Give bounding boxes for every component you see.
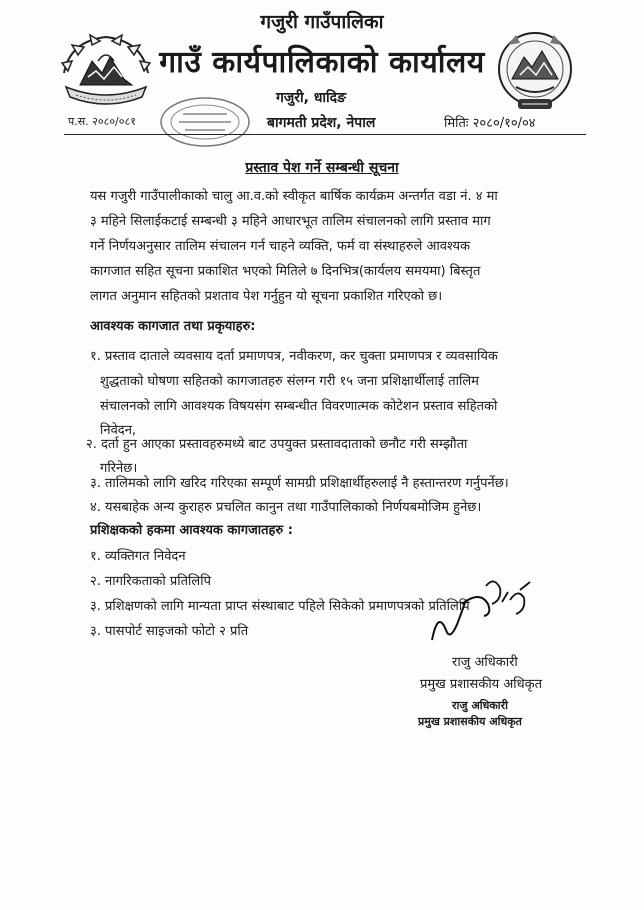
- notice-subject: प्रस्ताव पेश गर्ने सम्बन्धी सूचना: [245, 160, 399, 176]
- signatory-name: राजु अधिकारी: [452, 655, 518, 670]
- office-stamp-icon: [157, 92, 253, 148]
- stamp-signatory-post: प्रमुख प्रशासकीय अधिकृत: [418, 715, 522, 728]
- body-line: यस गजुरी गाउँपालीकाको चालु आ.व.को स्वीकृत बार्षिक कार्यक्रम अन्तर्गत वडा नं. ४ मा: [90, 189, 498, 204]
- document-item-continued: निवेदन,: [100, 423, 137, 438]
- body-line: ३ महिने सिलाईकटाई सम्बन्धी ३ महिने आधारभूत तालिम संचालनको लागि प्रस्ताव माग: [90, 214, 491, 229]
- municipality-name: गजुरी गाउँपालिका: [260, 11, 384, 33]
- office-province: बागमती प्रदेश, नेपाल: [267, 115, 376, 131]
- trainer-document-item: २. नागरिकताको प्रतिलिपि: [90, 574, 211, 589]
- document-item: १. प्रस्ताव दाताले व्यवसाय दर्ता प्रमाणपत्र, नवीकरण, कर चुक्ता प्रमाणपत्र र व्यवसायिक: [90, 349, 498, 364]
- signatory-post: प्रमुख प्रशासकीय अधिकृत: [420, 677, 543, 692]
- trainer-document-item: ३. पासपोर्ट साइजको फोटो २ प्रति: [90, 624, 249, 639]
- stamp-signatory-name: राजु अधिकारी: [452, 699, 509, 712]
- body-line: गर्ने निर्णयअनुसार तालिम संचालन गर्न चाहने व्यक्ति, फर्म वा संस्थाहरुले आवश्यक: [90, 239, 471, 254]
- body-line: लागत अनुमान सहितको प्रशताव पेश गर्नुहुन यो सूचना प्रकाशित गरिएको छ।: [90, 289, 443, 304]
- document-item-continued: संचालनको लागि आवश्यक विषयसंग सम्बन्धीत विवरणात्मक कोटेशन प्रस्ताव सहितको: [100, 399, 498, 414]
- header-divider: [64, 134, 586, 135]
- trainer-document-item: ३. प्रशिक्षणको लागि मान्यता प्राप्त संस्थाबाट पहिले सिकेको प्रमाणपत्रको प्रतिलिपि: [90, 599, 470, 614]
- trainer-document-item: १. व्यक्तिगत निवेदन: [90, 549, 186, 564]
- handwritten-signature: [428, 570, 538, 650]
- trainer-documents-heading: प्रशिक्षकको हकमा आवश्यक कागजातहरु :: [90, 523, 293, 538]
- document-item: ४. यसबाहेक अन्य कुराहरु प्रचलित कानुन तथा गाउँपालिकाको निर्णयबमोजिम हुनेछ।: [90, 500, 482, 515]
- document-item-continued: गरिनेछ।: [100, 461, 138, 476]
- body-line: कागजात सहित सूचना प्रकाशित भएको मितिले ७ दिनभित्र(कार्यलय समयमा) बिस्तृत: [90, 264, 481, 279]
- reference-number: प.स. २०८०/०८१: [68, 115, 136, 128]
- documents-heading: आवश्यक कागजात तथा प्रकृयाहरु:: [90, 319, 256, 334]
- document-item-continued: शुद्धताको घोषणा सहितको कागजातहरु संलग्न गरी १५ जना प्रशिक्षार्थीलाई तालिम: [100, 374, 479, 389]
- office-location: गजुरी, धादिङ: [276, 90, 347, 106]
- document-item: २. दर्ता हुन आएका प्रस्तावहरुमध्ये बाट उपयुक्त प्रस्तावदाताको छनौट गरी सम्झौता: [86, 437, 468, 452]
- office-title: गाउँ कार्यपालिकाको कार्यालय: [159, 45, 485, 80]
- document-item: ३. तालिमको लागि खरिद गरिएका सम्पूर्ण सामग्री प्रशिक्षार्थीहरुलाई नै हस्तान्तरण गर्नुपर्नेछ।: [90, 476, 509, 491]
- issue-date: मितिः २०८०/१०/०४: [444, 116, 536, 131]
